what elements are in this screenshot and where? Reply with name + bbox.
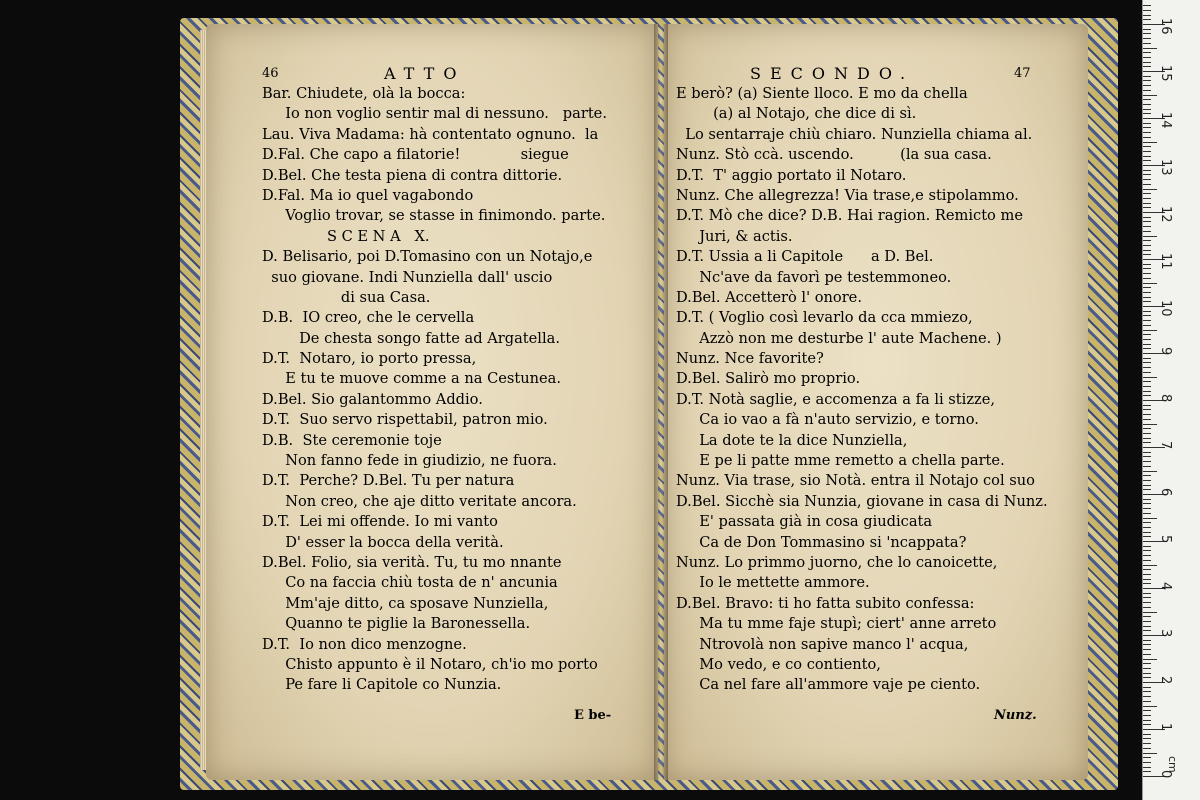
ruler-tick xyxy=(1143,527,1151,528)
ruler-tick xyxy=(1143,57,1151,58)
ruler-tick xyxy=(1143,137,1151,138)
text-line: D.Bel. Folio, sia verità. Tu, tu mo nnante xyxy=(262,553,562,571)
ruler-tick xyxy=(1143,127,1151,128)
text-line: Azzò non me desturbe l' aute Machene. ) xyxy=(676,329,1002,347)
ruler-tick xyxy=(1143,325,1151,326)
ruler-number: 9 xyxy=(1158,347,1173,356)
ruler-unit: cm xyxy=(1166,756,1179,773)
text-line: D.Bel. Sicchè sia Nunzia, giovane in casa di Nunz. xyxy=(676,492,1048,510)
left-page-text xyxy=(262,84,607,696)
ruler-tick xyxy=(1143,301,1151,302)
ruler-tick xyxy=(1143,132,1151,133)
ruler-tick xyxy=(1143,231,1151,232)
ruler-tick xyxy=(1143,424,1157,425)
ruler-tick xyxy=(1143,706,1157,707)
ruler-tick xyxy=(1143,320,1151,321)
ruler-tick xyxy=(1143,377,1157,378)
text-line: D.T. Perche? D.Bel. Tu per natura xyxy=(262,472,515,490)
text-line: suo giovane. Indi Nunziella dall' uscio xyxy=(262,268,553,286)
ruler-tick xyxy=(1143,386,1151,387)
ruler-tick xyxy=(1143,471,1157,472)
text-line: D.T. Notaro, io porto pressa, xyxy=(262,350,477,368)
ruler-number: 2 xyxy=(1158,676,1173,685)
ruler-tick xyxy=(1143,433,1151,434)
ruler-tick xyxy=(1143,597,1151,598)
ruler-tick xyxy=(1143,649,1151,650)
ruler-tick xyxy=(1143,724,1151,725)
text-line: D.B. IO creo, che le cervella xyxy=(262,309,475,327)
ruler-tick xyxy=(1143,593,1151,594)
ruler-tick xyxy=(1143,659,1157,660)
ruler-tick xyxy=(1143,574,1151,575)
ruler-tick xyxy=(1143,532,1151,533)
ruler-tick xyxy=(1143,626,1151,627)
text-line: D. Belisario, poi D.Tomasino con un Notajo,e xyxy=(262,248,593,266)
ruler-number: 13 xyxy=(1158,159,1173,176)
ruler-tick xyxy=(1143,715,1151,716)
ruler-number: 0 xyxy=(1158,770,1173,779)
ruler-tick xyxy=(1143,762,1151,763)
ruler-tick xyxy=(1143,485,1151,486)
text-line: Quanno te piglie la Baronessella. xyxy=(262,615,531,633)
ruler-tick xyxy=(1143,489,1151,490)
ruler-tick xyxy=(1143,292,1151,293)
ruler-tick xyxy=(1143,268,1151,269)
ruler-number: 3 xyxy=(1158,629,1173,638)
ruler-tick xyxy=(1143,217,1151,218)
text-line: D.T. Io non dico menzogne. xyxy=(262,635,467,653)
ruler-tick xyxy=(1143,546,1151,547)
text-line: D.T. Mò che dice? D.B. Hai ragion. Remicto me xyxy=(676,207,1023,225)
text-line: Mo vedo, e co contiento, xyxy=(676,655,881,673)
ruler-tick xyxy=(1143,76,1151,77)
ruler-tick xyxy=(1143,466,1151,467)
ruler-tick xyxy=(1143,710,1151,711)
ruler-tick xyxy=(1143,90,1151,91)
text-line: Co na faccia chiù tosta de n' ancunia xyxy=(262,574,558,592)
ruler-tick xyxy=(1143,15,1151,16)
ruler-tick xyxy=(1143,362,1151,363)
ruler-tick xyxy=(1143,48,1157,49)
ruler-tick xyxy=(1143,278,1151,279)
right-page-text xyxy=(676,84,1048,696)
ruler-tick xyxy=(1143,170,1151,171)
ruler-number: 4 xyxy=(1158,582,1173,591)
ruler-tick xyxy=(1143,480,1151,481)
text-line: Nc'ave da favorì pe testemmoneo. xyxy=(676,268,952,286)
ruler-tick xyxy=(1143,767,1151,768)
ruler-tick xyxy=(1143,5,1151,6)
ruler-tick xyxy=(1143,29,1151,30)
ruler-tick xyxy=(1143,663,1151,664)
text-line: D.T. Lei mi offende. Io mi vanto xyxy=(262,513,498,531)
text-line: Juri, & actis. xyxy=(676,227,793,245)
text-line: di sua Casa. xyxy=(262,288,431,306)
text-line: D.B. Ste ceremonie toje xyxy=(262,431,442,449)
ruler-tick xyxy=(1143,522,1151,523)
ruler-tick xyxy=(1143,109,1151,110)
ruler-tick xyxy=(1143,428,1151,429)
ruler-tick xyxy=(1143,640,1151,641)
ruler-tick xyxy=(1143,550,1151,551)
ruler-tick xyxy=(1143,273,1151,274)
ruler-tick xyxy=(1143,245,1151,246)
text-line: Chisto appunto è il Notaro, ch'io mo porto xyxy=(262,655,598,673)
text-line: La dote te la dice Nunziella, xyxy=(676,431,908,449)
text-line: Lau. Viva Madama: hà contentato ognuno. la xyxy=(262,125,599,143)
ruler-tick xyxy=(1143,621,1151,622)
ruler-tick xyxy=(1143,348,1151,349)
text-line: D.Bel. Che testa piena di contra dittorie. xyxy=(262,166,563,184)
text-line: E pe li patte mme remetto a chella parte. xyxy=(676,452,1005,470)
ruler-tick xyxy=(1143,753,1157,754)
text-line: Bar. Chiudete, olà la bocca: xyxy=(262,85,466,102)
ruler-tick xyxy=(1143,499,1151,500)
text-line: D' esser la bocca della verità. xyxy=(262,533,504,551)
ruler-tick xyxy=(1143,179,1151,180)
ruler-tick xyxy=(1143,743,1151,744)
ruler-tick xyxy=(1143,438,1151,439)
ruler-tick xyxy=(1143,503,1151,504)
ruler-tick xyxy=(1143,456,1151,457)
ruler-tick xyxy=(1143,207,1151,208)
ruler-tick xyxy=(1143,513,1151,514)
ruler-tick xyxy=(1143,616,1151,617)
ruler-tick xyxy=(1143,330,1157,331)
right-page-number: 47 xyxy=(1014,66,1031,81)
ruler-tick xyxy=(1143,701,1151,702)
ruler-tick xyxy=(1143,334,1151,335)
text-line: Pe fare li Capitole co Nunzia. xyxy=(262,676,502,694)
ruler-tick xyxy=(1143,372,1151,373)
text-line: D.Fal. Che capo a filatorie! siegue xyxy=(262,146,569,164)
ruler-tick xyxy=(1143,442,1151,443)
ruler-tick xyxy=(1143,720,1151,721)
ruler-tick xyxy=(1143,52,1151,53)
ruler-tick xyxy=(1143,579,1151,580)
ruler-tick xyxy=(1143,612,1157,613)
ruler-tick xyxy=(1143,358,1151,359)
ruler-tick xyxy=(1143,654,1151,655)
text-line: Nunz. Via trase, sio Notà. entra il Notajo col suo xyxy=(676,472,1035,490)
ruler-number: 7 xyxy=(1158,441,1173,450)
ruler-tick xyxy=(1143,630,1151,631)
text-line: (a) al Notajo, che dice di sì. xyxy=(676,105,917,123)
ruler-tick xyxy=(1143,409,1151,410)
ruler-tick xyxy=(1143,673,1151,674)
right-page-header: SECONDO. xyxy=(750,64,915,83)
text-line: D.T. Notà saglie, e accomenza a fa li stizze, xyxy=(676,390,995,408)
ruler-tick xyxy=(1143,405,1151,406)
text-line: S C E N A X. xyxy=(262,227,430,245)
ruler-tick xyxy=(1143,33,1151,34)
ruler-tick xyxy=(1143,104,1151,105)
ruler-tick xyxy=(1143,189,1157,190)
text-line: D.Fal. Ma io quel vagabondo xyxy=(262,186,474,204)
ruler-tick xyxy=(1143,146,1151,147)
ruler-tick xyxy=(1143,62,1151,63)
ruler-tick xyxy=(1143,221,1151,222)
text-line: Non fanno fede in giudizio, ne fuora. xyxy=(262,452,557,470)
ruler-tick xyxy=(1143,123,1151,124)
ruler-tick xyxy=(1143,160,1151,161)
ruler-tick xyxy=(1143,151,1151,152)
ruler-tick xyxy=(1143,19,1151,20)
ruler-tick xyxy=(1143,565,1157,566)
text-line: Ca io vao a fà n'auto servizio, e torno. xyxy=(676,411,979,429)
ruler-tick xyxy=(1143,311,1151,312)
ruler-tick xyxy=(1143,99,1151,100)
ruler-number: 12 xyxy=(1158,206,1173,223)
ruler-number: 8 xyxy=(1158,394,1173,403)
measurement-ruler xyxy=(1142,0,1200,800)
ruler-tick xyxy=(1143,95,1157,96)
ruler-tick xyxy=(1143,536,1151,537)
ruler-tick xyxy=(1143,475,1151,476)
ruler-tick xyxy=(1143,184,1151,185)
ruler-tick xyxy=(1143,668,1151,669)
ruler-tick xyxy=(1143,85,1151,86)
right-catchword: Nunz. xyxy=(994,708,1037,723)
ruler-tick xyxy=(1143,555,1151,556)
ruler-number: 15 xyxy=(1158,65,1173,82)
ruler-tick xyxy=(1143,414,1151,415)
ruler-tick xyxy=(1143,226,1151,227)
ruler-tick xyxy=(1143,602,1151,603)
ruler-tick xyxy=(1143,236,1157,237)
ruler-tick xyxy=(1143,198,1151,199)
left-page-header: ATTO xyxy=(384,64,466,83)
ruler-tick xyxy=(1143,677,1151,678)
text-line: Ntrovolà non sapive manco l' acqua, xyxy=(676,635,969,653)
ruler-tick xyxy=(1143,748,1151,749)
ruler-tick xyxy=(1143,757,1151,758)
ruler-number: 1 xyxy=(1158,723,1173,732)
left-page-number: 46 xyxy=(262,66,279,81)
ruler-tick xyxy=(1143,264,1151,265)
ruler-tick xyxy=(1143,691,1151,692)
ruler-tick xyxy=(1143,174,1151,175)
ruler-tick xyxy=(1143,461,1151,462)
ruler-tick xyxy=(1143,315,1151,316)
text-line: D.Bel. Sio galantommo Addio. xyxy=(262,390,483,408)
text-line: De chesta songo fatte ad Argatella. xyxy=(262,329,560,347)
ruler-tick xyxy=(1143,569,1151,570)
ruler-number: 10 xyxy=(1158,300,1173,317)
ruler-tick xyxy=(1143,452,1151,453)
ruler-tick xyxy=(1143,66,1151,67)
ruler-tick xyxy=(1143,687,1151,688)
text-line: Mm'aje ditto, ca sposave Nunziella, xyxy=(262,594,549,612)
ruler-tick xyxy=(1143,518,1157,519)
ruler-tick xyxy=(1143,283,1157,284)
ruler-tick xyxy=(1143,287,1151,288)
ruler-tick xyxy=(1143,508,1151,509)
text-line: Nunz. Nce favorite? xyxy=(676,350,824,368)
text-line: Nunz. Stò ccà. uscendo. (la sua casa. xyxy=(676,146,992,164)
ruler-tick xyxy=(1143,583,1151,584)
ruler-number: 14 xyxy=(1158,112,1173,129)
text-line: D.T. ( Voglio così levarlo da cca mmiezo, xyxy=(676,309,973,327)
text-line: Nunz. Che allegrezza! Via trase,e stipolammo. xyxy=(676,186,1019,204)
left-catchword: E be- xyxy=(574,708,612,723)
text-line: Ca de Don Tommasino si 'ncappata? xyxy=(676,533,967,551)
text-line: Lo sentarraje chiù chiaro. Nunziella chiama al. xyxy=(676,125,1033,143)
book-gutter xyxy=(654,24,668,780)
ruler-tick xyxy=(1143,607,1151,608)
ruler-tick xyxy=(1143,395,1151,396)
text-line: Non creo, che aje ditto veritate ancora. xyxy=(262,492,577,510)
ruler-tick xyxy=(1143,240,1151,241)
ruler-tick xyxy=(1143,734,1151,735)
ruler-tick xyxy=(1143,339,1151,340)
ruler-number: 11 xyxy=(1158,253,1173,270)
ruler-tick xyxy=(1143,738,1151,739)
ruler-tick xyxy=(1143,193,1151,194)
text-line: E tu te muove comme a na Cestunea. xyxy=(262,370,561,388)
ruler-number: 6 xyxy=(1158,488,1173,497)
ruler-tick xyxy=(1143,156,1151,157)
ruler-tick xyxy=(1143,203,1151,204)
text-line: Nunz. Lo primmo juorno, che lo canoicette, xyxy=(676,553,998,571)
ruler-tick xyxy=(1143,696,1151,697)
ruler-tick xyxy=(1143,344,1151,345)
text-line: D.Bel. Accetterò l' onore. xyxy=(676,288,862,306)
ruler-tick xyxy=(1143,644,1151,645)
ruler-tick xyxy=(1143,43,1151,44)
text-line: Ca nel fare all'ammore vaje pe ciento. xyxy=(676,676,981,694)
ruler-tick xyxy=(1143,250,1151,251)
text-line: Io le mettette ammore. xyxy=(676,574,870,592)
text-line: D.T. T' aggio portato il Notaro. xyxy=(676,166,907,184)
ruler-tick xyxy=(1143,142,1157,143)
text-line: D.Bel. Salirò mo proprio. xyxy=(676,370,861,388)
ruler-tick xyxy=(1143,391,1151,392)
text-line: D.Bel. Bravo: ti ho fatta subito confessa: xyxy=(676,594,975,612)
ruler-number: 5 xyxy=(1158,535,1173,544)
text-line: Ma tu mme faje stupì; ciert' anne arreto xyxy=(676,615,997,633)
ruler-tick xyxy=(1143,381,1151,382)
ruler-tick xyxy=(1143,771,1151,772)
ruler-tick xyxy=(1143,38,1151,39)
text-line: Io non voglio sentir mal di nessuno. parte. xyxy=(262,105,607,123)
ruler-number: 16 xyxy=(1158,18,1173,35)
text-line: E berò? (a) Siente lloco. E mo da chella xyxy=(676,85,968,102)
text-line: D.T. Suo servo rispettabil, patron mio. xyxy=(262,411,548,429)
ruler-tick xyxy=(1143,254,1151,255)
ruler-tick xyxy=(1143,560,1151,561)
text-line: D.T. Ussia a li Capitole a D. Bel. xyxy=(676,248,934,266)
ruler-tick xyxy=(1143,80,1151,81)
ruler-tick xyxy=(1143,113,1151,114)
ruler-tick xyxy=(1143,367,1151,368)
ruler-tick xyxy=(1143,419,1151,420)
text-line: Voglio trovar, se stasse in finimondo. parte. xyxy=(262,207,606,225)
ruler-tick xyxy=(1143,10,1151,11)
text-line: E' passata già in cosa giudicata xyxy=(676,513,933,531)
ruler-tick xyxy=(1143,297,1151,298)
